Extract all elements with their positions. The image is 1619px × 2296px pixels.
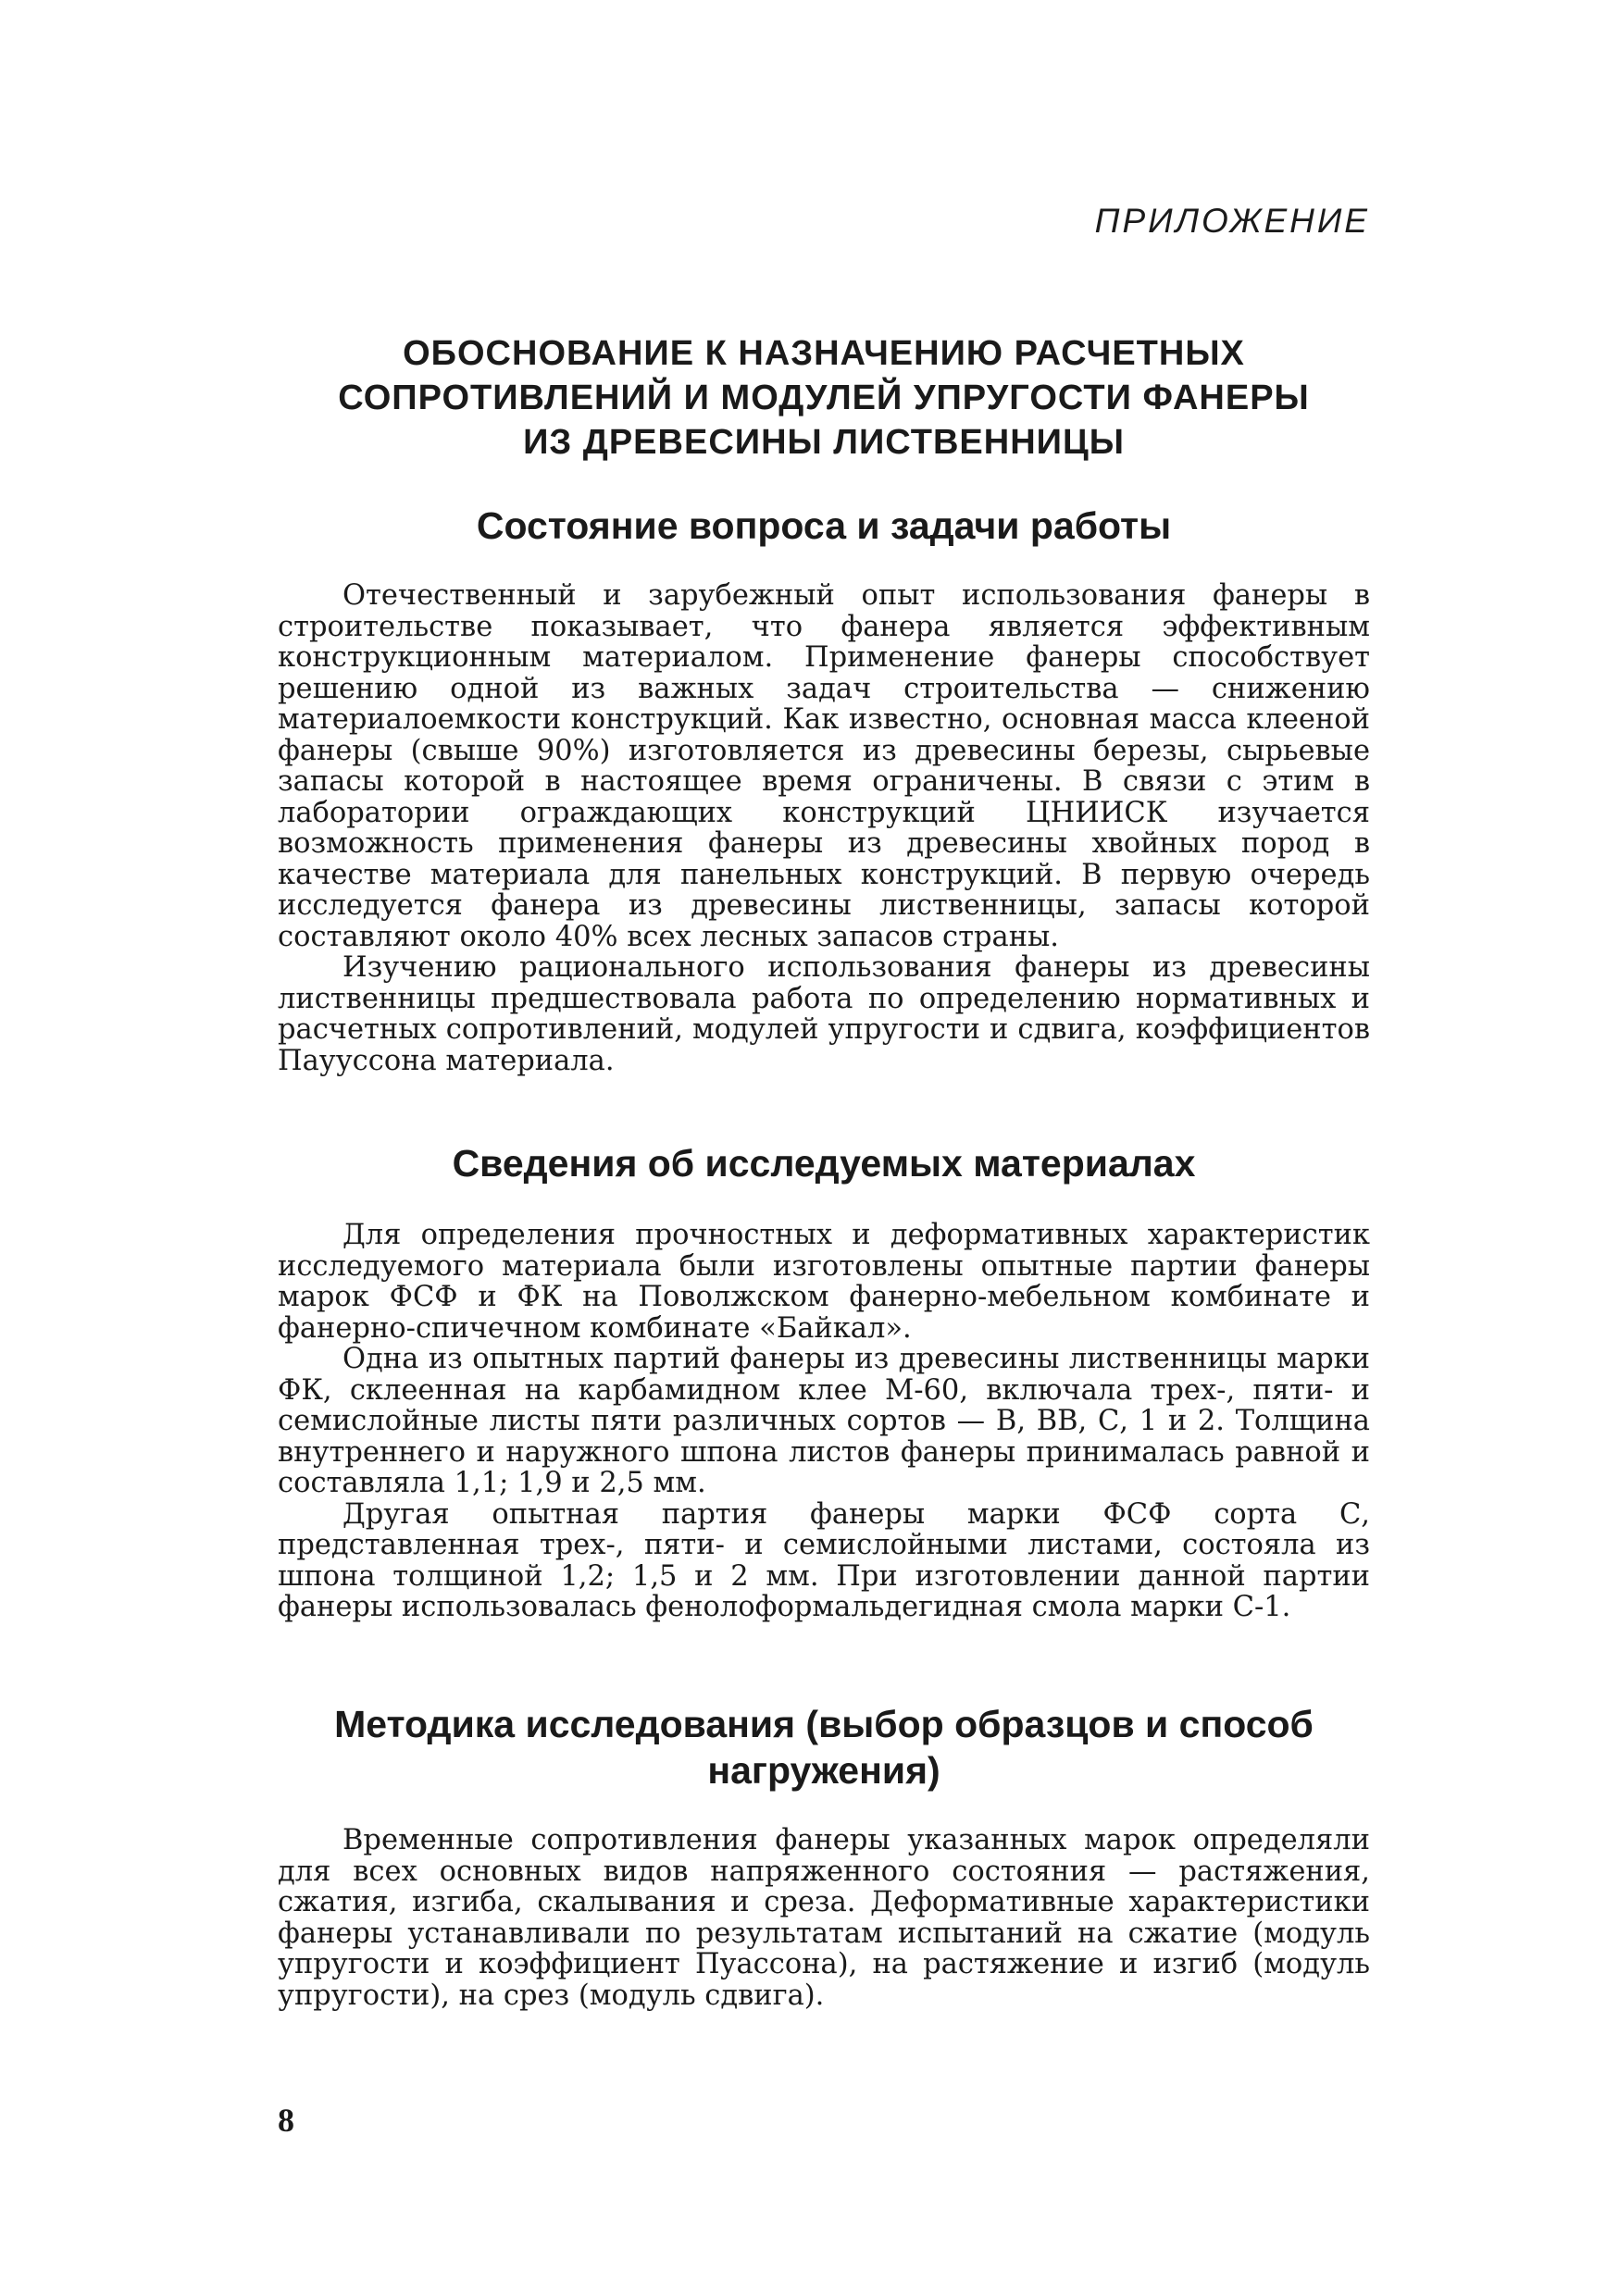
section-heading-methodology — [278, 1701, 1370, 1793]
paragraph: Для определения прочностных и деформативных характеристик исследуемого материала были изготовлены опытные партии фанеры марок ФСФ и ФК на Поволжском фанерно-мебельном комбинате и фанерно-спичечном комбинате «Байкал». — [278, 1219, 1370, 1345]
section-body-problem-state — [278, 580, 1370, 1076]
heading-line: нагружения) — [707, 1749, 940, 1792]
page-number: 8 — [278, 2102, 294, 2139]
heading-line: Методика исследования (выбор образцов и способ — [334, 1703, 1314, 1745]
section-body-materials — [278, 1220, 1370, 1623]
paragraph: Временные сопротивления фанеры указанных марок определяли для всех основных видов напряженного состояния — растяжения, сжатия, изгиба, скалывания и среза. Деформативные характеристики фанеры устанавливали по результатам испытаний на сжатие (модуль упругости и коэффициент Пуассона), на растяжение и изгиб (модуль упругости), на срез (модуль сдвига). — [278, 1824, 1370, 2012]
heading-line: Сведения об исследуемых материалах — [452, 1142, 1196, 1185]
section-body-methodology — [278, 1825, 1370, 2011]
paragraph: Изучению рационального использования фанеры из древесины лиственницы предшествовала работа по определению нормативных и расчетных сопротивлений, модулей упругости и сдвига, коэффициентов Паууссона материала. — [278, 951, 1370, 1077]
title-line: СОПРОТИВЛЕНИЙ И МОДУЛЕЙ УПРУГОСТИ ФАНЕРЫ — [338, 379, 1310, 417]
paragraph: Другая опытная партия фанеры марки ФСФ сорта С, представленная трех-, пяти- и семислойными листами, состояла из шпона толщиной 1,2; 1,5 и 2 мм. При изготовлении данной партии фанеры использовалась фенолоформальдегидная смола марки С-1. — [278, 1497, 1370, 1623]
section-heading-materials — [278, 1140, 1370, 1186]
section-heading-problem-state — [278, 503, 1370, 549]
title-line: ОБОСНОВАНИЕ К НАЗНАЧЕНИЮ РАСЧЕТНЫХ — [403, 334, 1245, 373]
title-line: ИЗ ДРЕВЕСИНЫ ЛИСТВЕННИЦЫ — [523, 423, 1125, 462]
document-page — [278, 0, 1370, 2296]
appendix-label: ПРИЛОЖЕНИЕ — [1094, 202, 1370, 240]
heading-line: Состояние вопроса и задачи работы — [476, 504, 1172, 547]
document-title — [278, 331, 1370, 465]
paragraph: Одна из опытных партий фанеры из древесины лиственницы марки ФК, склеенная на карбамидном клее М-60, включала трех-, пяти- и семислойные листы пяти различных сортов — В, ВВ, С, 1 и 2. Толщина внутреннего и наружного шпона листов фанеры принималась равной и составляла 1,1; 1,9 и 2,5 мм. — [278, 1343, 1370, 1499]
paragraph: Отечественный и зарубежный опыт использования фанеры в строительстве показывает, что фанера является эффективным конструкционным материалом. Применение фанеры способствует решению одной из важных задач строительства — снижению материалоемкости конструкций. Как известно, основная масса клееной фанеры (свыше 90%) изготовляется из древесины березы, сырьевые запасы которой в настоящее время ограничены. В связи с этим в лаборатории ограждающих конструкций ЦНИИСК изучается возможность применения фанеры из древесины хвойных пород в качестве материала для панельных конструкций. В первую очередь исследуется фанера из древесины лиственницы, запасы которой составляют около 40% всех лесных запасов страны. — [278, 579, 1370, 953]
